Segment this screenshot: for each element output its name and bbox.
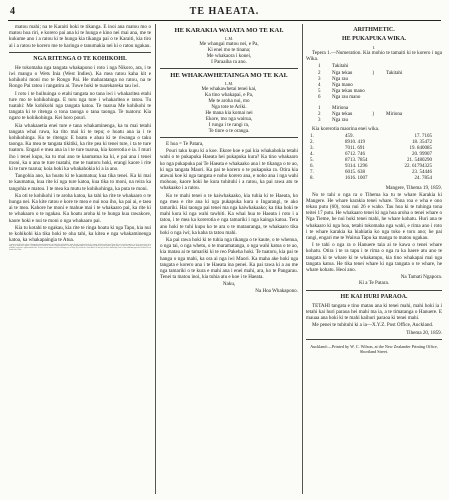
- paragraph: I te tahi o nga ra o Hanuere taia ai te kawa o tenei whare kohatu. Otira i te ra tapu i te rima o nga ra ka haere atu ano te tangata ki te whare ki te whakatupu, kia tino whakapai mai nga tangata katoa. He tika tenei whare ki nga tangata o te whare, he whare kohatu. Heoi ano.: [306, 242, 442, 274]
- paragraph: Ko te mahi tenei o te kaiwhakaako, kia tuhia ki te Haeata, ko nga mea e rite ana ki nga pukapuka kura o Ingarangi, te ako tamariki. Hai taonga pai tenei ma nga kaiwhakaako; ka tika hoki te mahi kura ki nga wahi tawhiti. Ka whai hua te Haeata i roto i a tatou, i te mea ka korerotia e nga tamariki i nga kainga katoa. Tera ano hoki te tuhi kupu ko te ara o te matauranga, te whakaaro tika hoki o nga iwi; ka kaha ta tatou mahi.: [160, 192, 298, 236]
- table-cell: Nga mano: [332, 83, 353, 89]
- table-cell: 1: [318, 64, 321, 70]
- paragraph: He tokomaha nga tangata whakapono i roto i nga Nikoro, ara, i te iwi mangu o Wets Inia (West Indies). Ka mea ratou kaha kit e kohikohi moni mo te Rongo Pai. He maharatanga no ratou, na te Rongo Pai ratou i rangatira ai. Tuwe hoki te tuarekareka tau iwi.: [9, 64, 151, 90]
- table-cell: 9.: [350, 134, 354, 140]
- table-cell: 5: [318, 89, 321, 95]
- separator: [160, 68, 298, 69]
- lesson-label: I.: [372, 45, 376, 50]
- hymn-heading: HE WHAKAWHETAINGA MO TE KAI.: [170, 72, 288, 79]
- table-cell: 4: [318, 83, 321, 89]
- table-cell: 20. 99907: [412, 152, 432, 158]
- signature: Na Tamati Ngapora.: [400, 274, 442, 281]
- table-cell: 70: [345, 146, 350, 152]
- table-cell: 16. 1007: [350, 176, 368, 182]
- signature-recipient: Ki a Te Patara.: [358, 280, 390, 287]
- page-header: [8, 6, 441, 20]
- table-cell: Miriona: [332, 105, 349, 111]
- signature: Na Hoa Whakapono.: [255, 287, 298, 294]
- verse-line: Ka tino whakapai, e Pa,: [204, 92, 254, 98]
- verse-line: Ki enei mo te tinana;: [207, 47, 251, 53]
- verse-line: Me whakawhetai tenei kai,: [201, 86, 257, 92]
- paragraph: Tepera 1.—Numeration. Kia mohio te tamaiti ki te korero i nga Wika.: [306, 50, 442, 63]
- column-3: [306, 24, 442, 496]
- table-cell: 2: [318, 70, 321, 76]
- table-cell: 3.: [310, 146, 314, 152]
- paragraph: Kia whakaaetia enei ture e tana whakaminenga, ka tu mai tetahi tangata whai rawa, ka tito mai ki te tepu; e hoatu ana ia i te kohikohinga. Ko te ritenga: E hoatu e ahau ki te riwanga o taku taonga. Ka mea te tangata tikitiki, ka rite pea ki tenei ture, i ta te ture tuatoru. Engari e mea ana ia i te ture tuarua, kia korerotia e ia. I muri iho i tenei kupu, ka tu mai ano te kaumatua ka ki, e pai ana i tenei moni, ka u ana te ture tuatahi, me te tuatoru hoki, erangi kaore i rite ki te ture tuarua; koia hoki ka whakahokia ki a ia ano.: [9, 122, 151, 173]
- paragraph: Tangohia ano, ka hoatu ki te kaumatua; kua tika tenei. Ka ki mai te kaumatua, kua rite ki nga ture katoa, kua tika to moni, na reira ka tangohia e matou. I te mea ka mutu te kohikohinga, ka puta te moni.: [9, 173, 151, 192]
- verse-line: I Paraaiha ra ano.: [211, 59, 247, 65]
- table-cell: 1: [318, 105, 321, 111]
- hymn-heading: HE KARAKIA WAIATA MO TE KAI.: [174, 27, 284, 34]
- table-cell: 3: [318, 76, 321, 82]
- table-cell: 13. 7854: [350, 158, 368, 164]
- table-cell: 5.: [310, 158, 314, 164]
- verse-1: [160, 41, 298, 65]
- table-cell: Nga tekau: [332, 70, 353, 76]
- column-2: [160, 24, 298, 496]
- table-cell: 18. 35472: [412, 140, 432, 146]
- separator: [306, 290, 442, 291]
- brace-label: Takitahi: [386, 70, 403, 76]
- verse-line: I runga i te rangi ra,: [208, 122, 250, 128]
- section-subheading: HE PUKAPUKA WIKA.: [341, 36, 407, 42]
- table-cell: 10. 419: [350, 140, 365, 146]
- table-cell: 93: [345, 164, 350, 170]
- table-cell: Nga tekau mano: [332, 89, 365, 95]
- dateline: Tihema 20, 1859.: [406, 329, 442, 336]
- signature: Naku,: [222, 281, 236, 288]
- verse-line: Ekore, mo nga wairua,: [205, 116, 253, 122]
- page-number: 4: [10, 6, 15, 17]
- table-cell: 89: [345, 140, 350, 146]
- table-cell: Takitahi: [332, 64, 349, 70]
- paragraph: Kia korerotia maorina enei wika.: [312, 126, 380, 133]
- place-value-table: 1 Takitahi 2 Nga tekau } Takitahi 3 Nga rau 4 Nga mano 5 Nga tekau mano 6 Nga rau mano: [318, 64, 442, 101]
- paragraph: Pouri taku kupu ki a koe. Ekore koe e pai kia whakahokia tetahi wahi o te pukapuka Haeata hei pukapuka kura? Ka tino whakaaro ko nga pukapuka pai Te Haeata e whakaako ana i te tikanga o te ao, ki nga tangata Maori. Ka pai te korero o te pukapuka ra. Otira kia atawai koe ki nga tangata e noho korero ana, e noho ana i nga wahi mohoao, kaore hoki he kura tuhituhi i a ratou, ka pai rawa atu te whakaako i a ratou.: [160, 148, 298, 192]
- table-cell: Nga rau: [332, 118, 348, 124]
- table-cell: 6: [318, 95, 321, 101]
- paragraph: No te tahi o nga ra o Tihema ka tu te whare Karakia ki Mangere. He whare karakia tenei whare. Tona roa e wha e ono tekau putu (60), tona nui 26 e waho. Tau hoa ki te tuhinga tona teitei 17 putu. He whakaaro tenei ki nga hoa aroha o tenei whare o Nga Tieme, he nui hoki tenei mahi, he whare kohatu. Huri ana te whakaaro ki nga hoa, tetahi tokomaha nga wahi, e rima ano i roto i te whare karakia ka hiahiatia ko nga toko e toru ano; he pai rangi, engari me te Wairua Tapu ka manga to matou ngakau.: [306, 191, 442, 242]
- table-cell: 24. 7854: [414, 176, 432, 182]
- paragraph: matou mahi; na te Karaiti hoki te tikanga. E inoi ana matou mo o matou hoa riri, e korero pai ana ki te hunga e kino nei mai ana, me te kukume ano i a ratou ki te hunga kia tikanga pai o te Karaiti, kia tiro ai i a ratou te korero me te haringa e tanumakia nei ki o ratou ngakau.: [9, 24, 151, 49]
- column-1: [9, 24, 151, 496]
- verse-line: He mana kia komai nei: [205, 110, 253, 116]
- verse-2: [160, 86, 298, 134]
- letter-salutation: E hoa = Te Patara,: [166, 141, 204, 147]
- table-cell: 60: [345, 170, 350, 176]
- article-heading: HE KAI HURI PARAOA.: [340, 293, 408, 300]
- table-cell: [368, 176, 398, 182]
- page-title: TE HAEATA.: [189, 6, 260, 17]
- brace-label: Miriona: [386, 111, 403, 117]
- header-rule: [8, 20, 441, 21]
- table-cell: 4.: [310, 152, 314, 158]
- table-cell: 23. 54446: [412, 170, 432, 176]
- table-cell: Nga rau: [332, 76, 348, 82]
- paragraph: Ka pai rawa hoki ki te tuhia nga tikanga o te kaute, o te whenua, o nga tai, o nga whetu, o te maramatanga, o nga wahi katoa o te ao, kia matau ai te tamariki ki te reo Pakeha hoki. Te tuatoru, kia pai te hanga o nga mahi, ka ora ai nga iwi Maori. Ka maha ake hoki nga tangata e korero ana i te Haeata ina penei. Ka pai rawa ki a au me nga tamariki o te kura e mahi ana i enei mahi, ara, ko te Pangarau. Tenei ta matou inoi, kia tuhia atu e koe i te Haeata.: [160, 237, 298, 281]
- table-cell: 8.: [310, 176, 314, 182]
- filler-text: i a ratou ka tahi ka kite he pai tenei tikanga ma te hunga whakapono i nga wahi katoa, kia kaha ki te hoatu, kia tika te ngakau, kia rite ki te taonga, ka tahi ka whai hua te Rongo Pai i roto i nga iwi maha o te ao; ko te mea nui tenei ko te aroha, ko te aroha hoki te putake o te kohikohi tika, a ka hari te Atua ki te hunga hoatu hari. E hoa ma, kia mahara tatou ki enei tikanga, kia penei ano ta tatou mahi i nga ra katoa e ora nei tatou, kia kaua e hoatu ma te pouri, me te whakahihi, engari ma te ngakau mahaki anake. Na reira, kia tino mahara tatou ki tenei tikanga pai o te Rongo Pai, kia kaha ki te hoatu moni ki te mahi pai, kia tika te kohikohinga i roto i o tatou whakaminenga katoa. Ka mutu. Kia ora koutou katoa. Amine.: [9, 244, 151, 252]
- paragraph: TETAHI tangata e tino matau ana ki tenei mahi, mahi hoki ia i tetahi kai huri paraoa hei mahi ma ia, a te timatanga o Hanuere. E mauaa ana hoki ki te mahi kaihuri paraoa ki tenei mahi.: [306, 302, 442, 322]
- table-cell: 12. 746: [350, 152, 365, 158]
- separator: [9, 52, 151, 53]
- article-heading: NGA RITENGA O TE KOHIKOHI.: [33, 55, 127, 62]
- verse-line: Te tinre o te oranga.: [208, 128, 250, 134]
- verse-line: Me whangai matou nei, e Pa,: [199, 41, 259, 47]
- paragraph: Kia tu kotahi te ngakau, kia rite te ringa hoatu ki nga Tapu, kia nui te kohikohi kia tika hoki te oha tahi, ka kitea e nga whakaminenga katoa, ka whakapaingia te Atua.: [9, 224, 151, 244]
- table-cell: 14. 1296: [350, 164, 368, 170]
- paragraph: Me penei te tuhituhi ki a ia—X.Y.Z. Post Office, Auckland.: [312, 322, 434, 329]
- numbers-table: [310, 134, 442, 182]
- paragraph: Ka oti te kohikohi i te aroha katoa, ka tahi ka rite te whakaaro o te hunga nei. Ka kite ratou e kore te mea e nui noa iho, ka pai ai, e taea ai te mea. Kahore he moni e mahue mai i te whakaaro pai, ka rite ki te whakaaro o te ngakau. Ka hoatu aroha ki te hunga kua rawakore, kaore hoki e nui te moni o nga whakaaro pai.: [9, 192, 151, 224]
- column-divider: [302, 24, 303, 494]
- table-cell: 6.: [310, 164, 314, 170]
- table-cell: 67: [345, 152, 350, 158]
- paragraph: I roto i te huihuinga o etahi tangata no tana iwi i whakaritea etahi ture mo te kohikohinga. E toru nga ture i whakaritea e ratou. Tu tuatahi: Me kohikohi nga tangata katoa. Te tuarua Me kohikohi te tangata ki te ritenga o tona taonga o tana taonga. Te tuatoru: Kia ngaro te kohikohinga. Kei horo pouri.: [9, 90, 151, 122]
- table-cell: 2.: [310, 140, 314, 146]
- meter-label: L.M.: [225, 81, 233, 86]
- verse-line: Nga tote te Ariki.: [211, 104, 247, 110]
- table-cell: 16: [345, 176, 350, 182]
- meter-label: L.M.: [225, 36, 233, 41]
- table-cell: 3: [318, 118, 321, 124]
- table-cell: 19. 840085: [409, 146, 432, 152]
- table-cell: 1.: [310, 134, 314, 140]
- table-cell: 17. 7105: [414, 134, 432, 140]
- section-heading: ARITHMETIC.: [353, 27, 395, 33]
- table-cell: 7.: [310, 170, 314, 176]
- table-cell: Nga tekau: [332, 111, 353, 117]
- millions-table: 1 Miriona 2 Nga tekau } Miriona 3 Nga rau: [318, 106, 442, 125]
- verse-line: Me te aroha nui, mo: [208, 98, 250, 104]
- table-cell: 21. 5480290: [407, 158, 432, 164]
- table-cell: 2: [318, 111, 321, 117]
- separator: [160, 137, 298, 138]
- table-cell: 87: [345, 158, 350, 164]
- verse-line: Me whakaora i konei,: [206, 53, 252, 59]
- table-cell: 11. 691: [350, 146, 365, 152]
- separator: [306, 339, 442, 340]
- dateline: Mangere, Tihema 19, 1859.: [385, 185, 442, 192]
- column-divider: [155, 24, 156, 494]
- table-cell: 22. 61794325: [404, 164, 432, 170]
- printer-imprint: Auckland:—Printed by W. C. Wilson, at the New Zealander Printing Office, Shortland Street.: [310, 343, 438, 354]
- table-cell: Nga rau mano: [332, 95, 361, 101]
- table-cell: 15. 638: [350, 170, 365, 176]
- table-cell: 45: [345, 134, 350, 140]
